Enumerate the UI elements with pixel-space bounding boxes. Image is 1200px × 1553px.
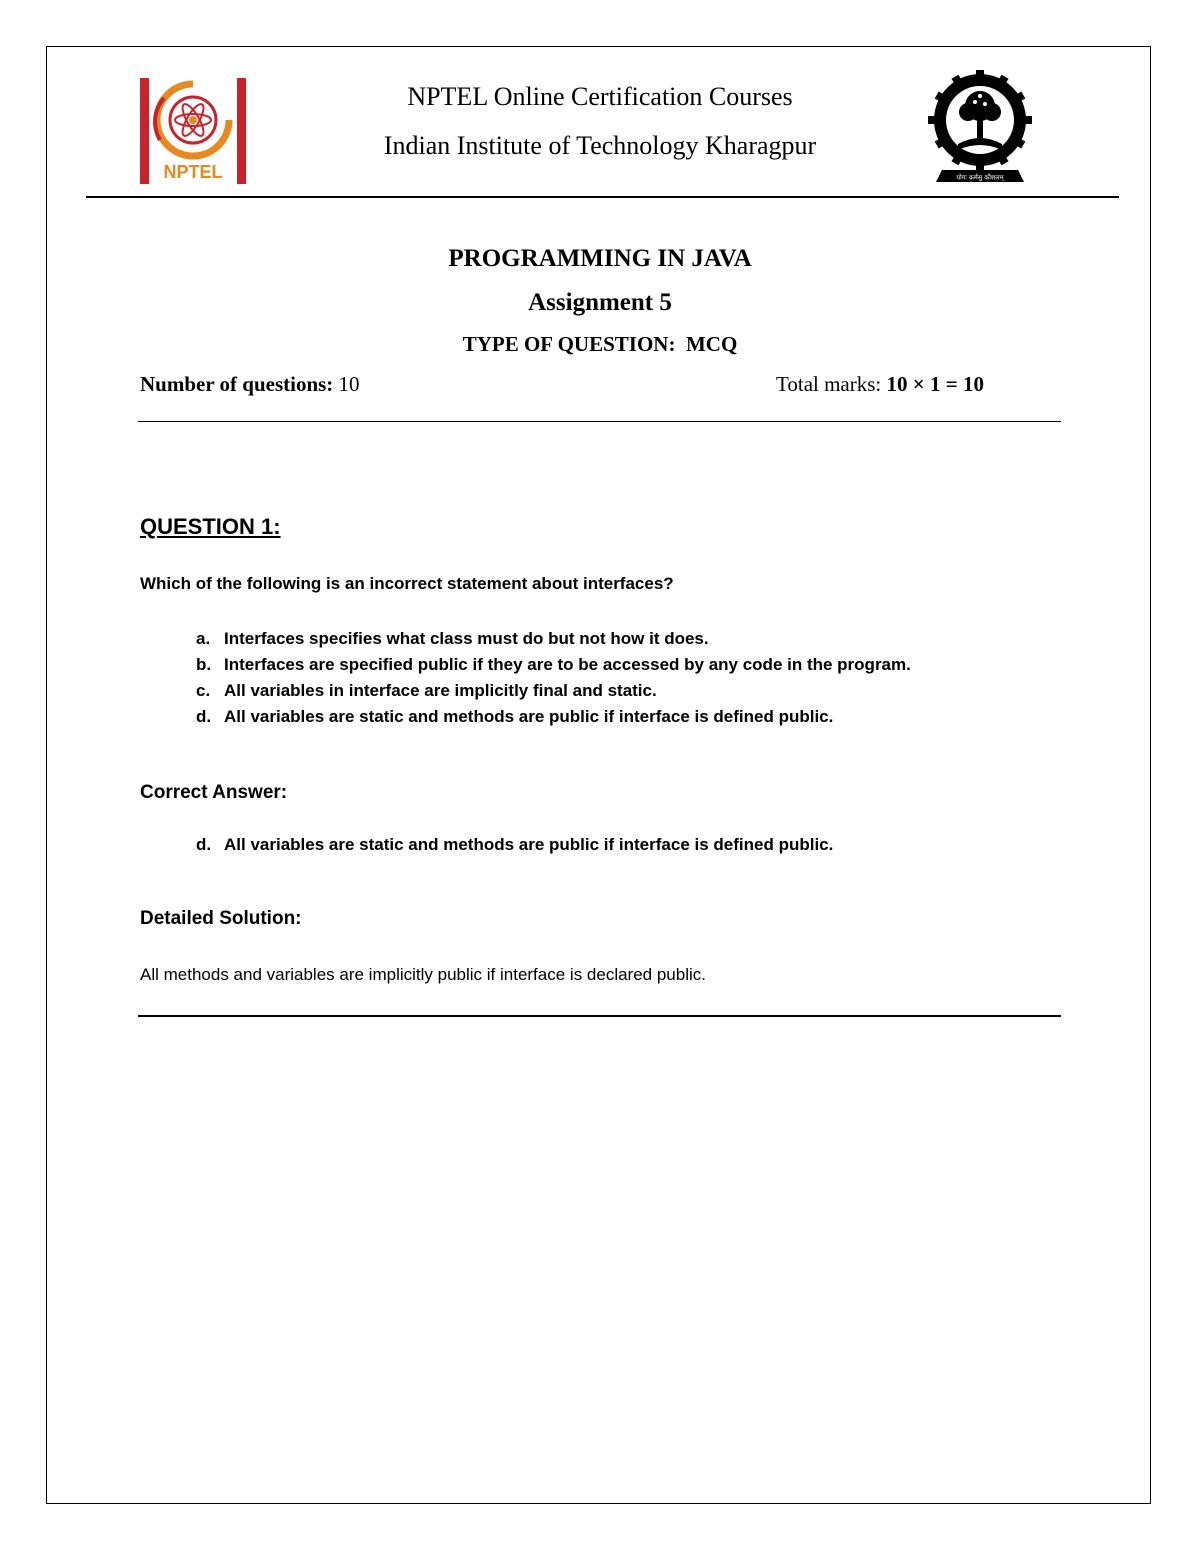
assignment-title: Assignment 5 xyxy=(528,289,672,316)
option-a xyxy=(196,629,1076,649)
question-type-label: TYPE OF QUESTION: xyxy=(462,332,676,356)
option-text: All variables are static and methods are public if interface is defined public. xyxy=(224,707,834,726)
correct-answer-text: All variables are static and methods are public if interface is defined public. xyxy=(224,835,834,854)
question-type xyxy=(300,332,900,357)
total-marks-label: Total marks: xyxy=(776,372,882,396)
header-line-2: Indian Institute of Technology Kharagpur xyxy=(383,131,817,160)
header-line-1: NPTEL Online Certification Courses xyxy=(407,82,793,111)
number-of-questions-label: Number of questions: xyxy=(140,372,334,396)
correct-answer-heading: Correct Answer: xyxy=(140,782,288,803)
option-b xyxy=(196,655,1076,675)
header-divider xyxy=(86,196,1119,198)
question-heading: QUESTION 1: xyxy=(140,514,281,539)
option-text: Interfaces specifies what class must do but not how it does. xyxy=(224,629,709,648)
option-c xyxy=(196,681,1076,701)
question-text: Which of the following is an incorrect statement about interfaces? xyxy=(140,574,674,593)
total-marks-value: 10 × 1 = 10 xyxy=(886,372,984,396)
number-of-questions-value: 10 xyxy=(338,372,360,396)
correct-answer xyxy=(196,835,833,855)
option-d xyxy=(196,707,1076,727)
iit-kharagpur-logo xyxy=(928,70,1032,184)
nptel-logo-text: NPTEL xyxy=(163,162,223,182)
number-of-questions xyxy=(140,372,360,397)
nptel-logo xyxy=(140,78,246,184)
detailed-solution-text: All methods and variables are implicitly public if interface is declared public. xyxy=(140,965,706,984)
option-text: Interfaces are specified public if they are to be accessed by any code in the program. xyxy=(224,655,911,674)
total-marks xyxy=(776,372,984,397)
option-letter: d. xyxy=(196,707,212,726)
meta-divider xyxy=(138,421,1061,422)
correct-answer-letter: d. xyxy=(196,835,212,854)
option-letter: a. xyxy=(196,629,211,648)
iit-logo-motto: योगः कर्मसु कौशलम् xyxy=(956,173,1004,182)
option-text: All variables in interface are implicitly final and static. xyxy=(224,681,657,700)
option-letter: b. xyxy=(196,655,212,674)
end-divider xyxy=(138,1015,1061,1017)
question-type-value: MCQ xyxy=(685,332,738,356)
detailed-solution-heading: Detailed Solution: xyxy=(140,908,302,929)
course-title: PROGRAMMING IN JAVA xyxy=(448,245,752,272)
option-letter: c. xyxy=(196,681,211,700)
